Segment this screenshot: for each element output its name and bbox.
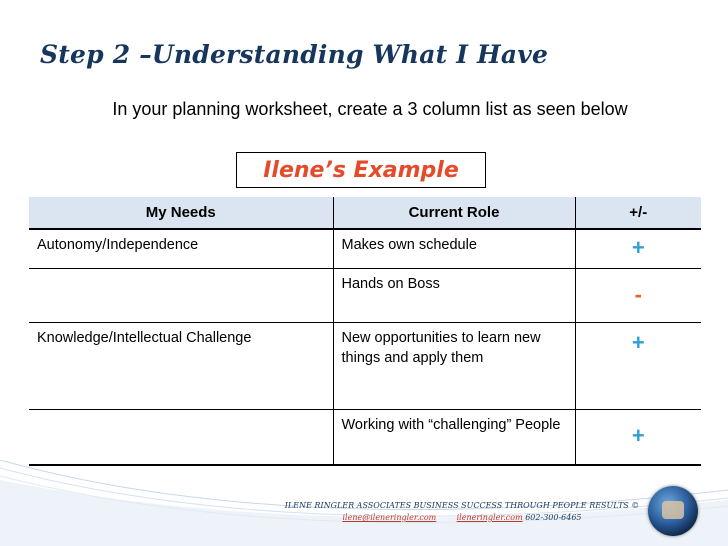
header-plus-minus: +/- [575, 197, 701, 229]
table-row [29, 229, 701, 269]
footer-text [282, 500, 642, 524]
table-header-row [29, 197, 701, 229]
header-current-role: Current Role [333, 197, 575, 229]
footer-phone: 602-300-6465 [525, 513, 582, 522]
table-row [29, 410, 701, 466]
footer-contact [282, 512, 642, 524]
need-cell: Autonomy/Independence [37, 237, 199, 253]
header-my-needs: My Needs [29, 197, 333, 229]
plus-sign: + [631, 235, 645, 260]
minus-sign: - [634, 281, 642, 307]
role-cell: Hands on Boss [333, 269, 575, 323]
sign-cell [575, 229, 701, 269]
plus-sign: + [631, 330, 645, 355]
needs-table [29, 197, 701, 466]
need-cell [29, 410, 333, 466]
logo-handshake-icon [662, 501, 684, 519]
role-cell: Makes own schedule [333, 229, 575, 269]
company-logo [648, 486, 698, 536]
need-cell [29, 269, 333, 323]
sign-cell [575, 323, 701, 410]
role-cell: Working with “challenging” People [333, 410, 575, 466]
slide-title: Step 2 –Understanding What I Have [40, 40, 549, 69]
role-cell: New opportunities to learn new things and apply them [333, 323, 575, 410]
plus-sign: + [631, 423, 645, 448]
sign-cell [575, 410, 701, 466]
sign-cell [575, 269, 701, 323]
example-box [236, 152, 486, 188]
footer-line: ILENE RINGLER ASSOCIATES BUSINESS SUCCESS THROUGH PEOPLE RESULTS © [284, 501, 640, 510]
need-cell: Knowledge/Intellectual Challenge [37, 330, 252, 346]
table-row [29, 323, 701, 410]
instruction-text: In your planning worksheet, create a 3 column list as seen below [112, 99, 628, 119]
example-label: Ilene’s Example [263, 157, 459, 183]
table-row [29, 269, 701, 323]
footer-site-link[interactable]: ileneringler.com [456, 513, 523, 522]
footer-email-link[interactable]: ilene@ileneringler.com [342, 513, 437, 522]
